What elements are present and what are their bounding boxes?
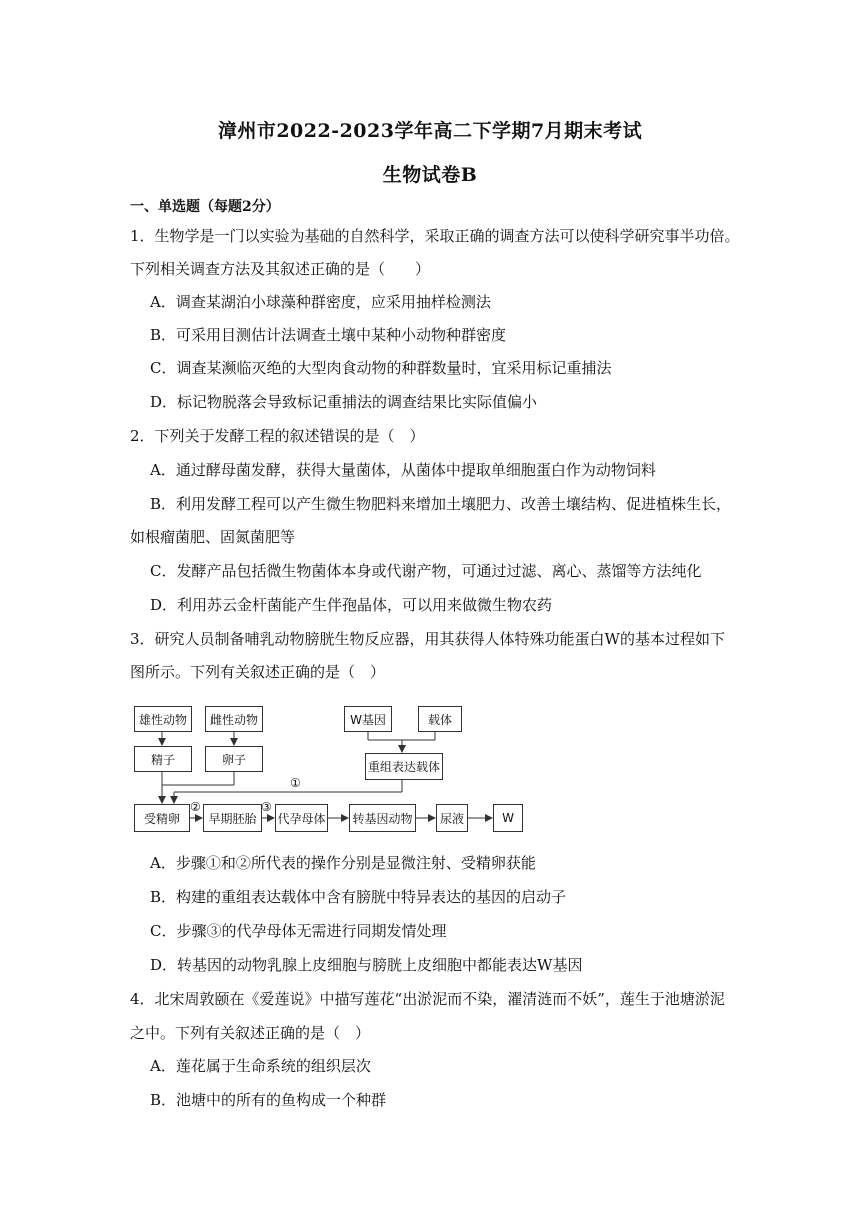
vector-box: 载体 (418, 706, 462, 732)
section-heading: 一、单选题（每题2分） (130, 199, 280, 215)
step-2-label: ② (190, 800, 201, 814)
q3-option-b: B．构建的重组表达载体中含有膀胱中特异表达的基因的启动子 (150, 888, 567, 906)
q1-option-a: A．调查某湖泊小球藻种群密度，应采用抽样检测法 (150, 293, 491, 311)
zygote-box: 受精卵 (134, 804, 190, 832)
recombinant-vector-box: 重组表达载体 (365, 753, 443, 780)
q3-option-c: C．步骤③的代孕母体无需进行同期发情处理 (150, 922, 447, 940)
q4-option-a: A．莲花属于生命系统的组织层次 (150, 1057, 371, 1075)
sperm-box: 精子 (134, 746, 192, 772)
transgenic-animal-box: 转基因动物 (349, 804, 416, 832)
male-animal-box: 雄性动物 (134, 706, 192, 732)
q3-stem-cont: 图所示。下列有关叙述正确的是（ ） (130, 663, 386, 681)
q1-option-b: B．可采用目测估计法调查土壤中某种小动物种群密度 (150, 326, 507, 344)
surrogate-mother-box: 代孕母体 (275, 804, 328, 832)
step-1-label: ① (290, 776, 301, 790)
w-product-box: W (493, 804, 523, 832)
q2-option-d: D．利用苏云金杆菌能产生伴孢晶体，可以用来做微生物农药 (150, 596, 553, 614)
q4-option-b: B．池塘中的所有的鱼构成一个种群 (150, 1091, 387, 1109)
q2-stem: 2．下列关于发酵工程的叙述错误的是（ ） (130, 427, 425, 445)
q2-option-b: B．利用发酵工程可以产生微生物肥料来增加土壤肥力、改善土壤结构、促进植株生长， (150, 495, 732, 513)
q1-stem-cont: 下列相关调查方法及其叙述正确的是（ ） (130, 260, 431, 278)
q3-option-a: A．步骤①和②所代表的操作分别是显微注射、受精卵获能 (150, 854, 536, 872)
q1-option-c: C．调查某濒临灭绝的大型肉食动物的种群数量时，宜采用标记重捕法 (150, 359, 612, 377)
urine-box: 尿液 (436, 804, 468, 832)
egg-box: 卵子 (205, 746, 263, 772)
q3-option-d: D．转基因的动物乳腺上皮细胞与膀胱上皮细胞中都能表达W基因 (150, 956, 583, 974)
q2-option-b-cont: 如根瘤菌肥、固氮菌肥等 (130, 528, 296, 546)
q4-stem-cont: 之中。下列有关叙述正确的是（ ） (130, 1024, 371, 1042)
q2-option-c: C．发酵产品包括微生物菌体本身或代谢产物，可通过过滤、离心、蒸馏等方法纯化 (150, 562, 702, 580)
step-3-label: ③ (261, 800, 272, 814)
exam-subtitle: 生物试卷B (382, 164, 478, 186)
q1-option-d: D．标记物脱落会导致标记重捕法的调查结果比实际值偏小 (150, 393, 538, 411)
q2-option-a: A．通过酵母菌发酵，获得大量菌体，从菌体中提取单细胞蛋白作为动物饲料 (150, 461, 656, 479)
w-gene-box: W基因 (344, 706, 392, 732)
q3-stem: 3．研究人员制备哺乳动物膀胱生物反应器，用其获得人体特殊功能蛋白W的基本过程如下 (130, 630, 725, 648)
process-diagram (130, 700, 540, 840)
q1-stem: 1．生物学是一门以实验为基础的自然科学，采取正确的调查方法可以使科学研究事半功倍。 (130, 227, 740, 245)
female-animal-box: 雌性动物 (205, 706, 263, 732)
q4-stem: 4．北宋周敦颐在《爱莲说》中描写莲花“出淤泥而不染，濯清涟而不妖”，莲生于池塘淤泥 (130, 990, 725, 1008)
early-embryo-box: 早期胚胎 (203, 804, 262, 832)
exam-title: 漳州市2022-2023学年高二下学期7月期末考试 (217, 120, 643, 142)
